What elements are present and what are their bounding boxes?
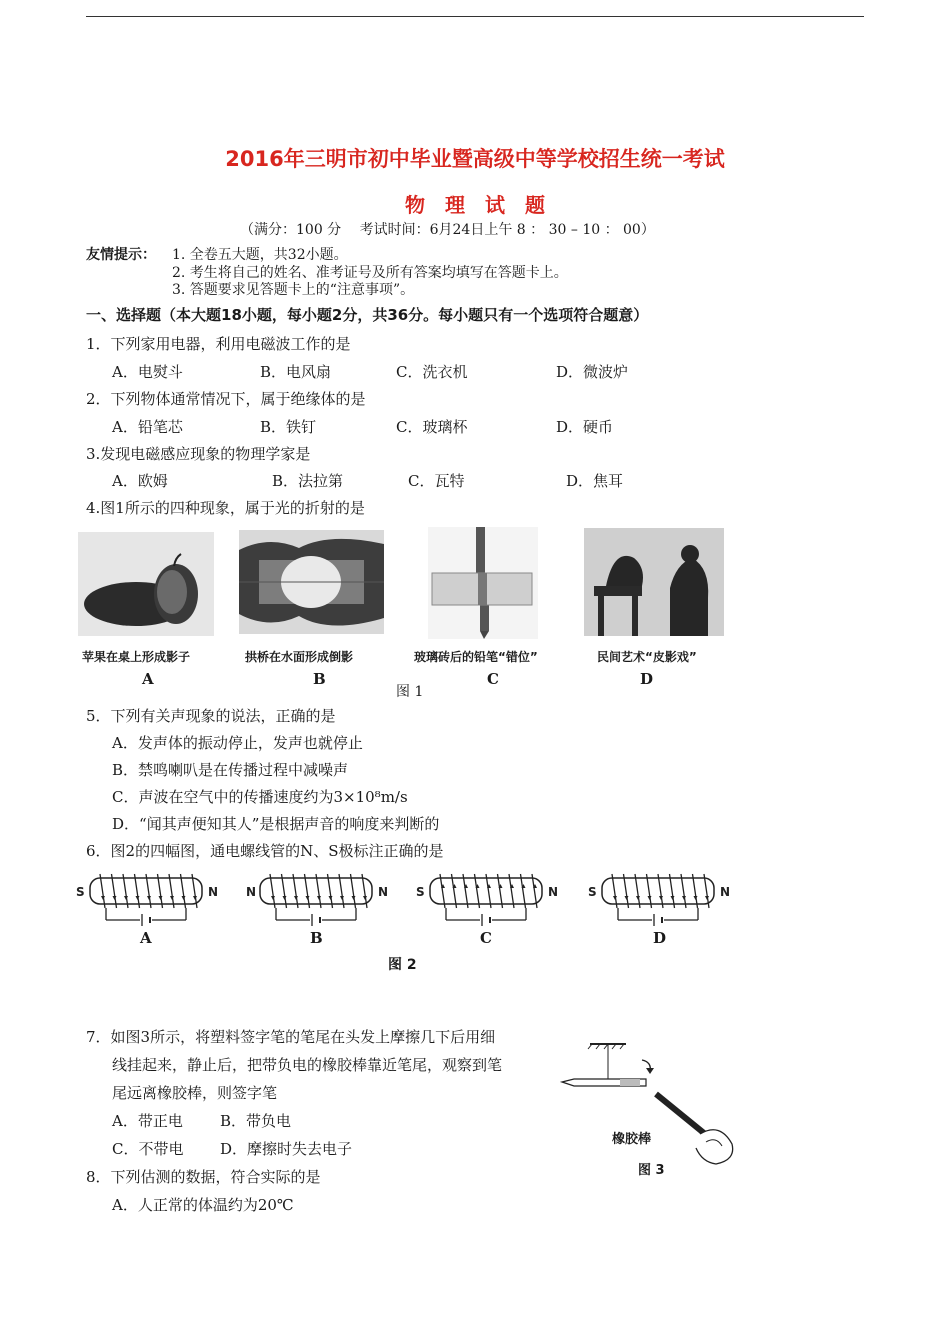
question-stem: 3.发现电磁感应现象的物理学家是	[86, 445, 311, 463]
option: C．洗衣机	[396, 363, 468, 381]
option: A．带正电	[112, 1112, 183, 1130]
figure1-caption: 玻璃砖后的铅笔“错位”	[414, 650, 538, 664]
rod-label: 橡胶棒	[612, 1132, 652, 1147]
option: C．瓦特	[408, 472, 465, 490]
question-stem: 2．下列物体通常情况下，属于绝缘体的是	[86, 390, 366, 408]
option: B．法拉第	[272, 472, 344, 490]
solenoid-figure	[76, 870, 732, 926]
tip-item: 2. 考生将自己的姓名、准考证号及所有答案均填写在答题卡上。	[172, 265, 568, 281]
figure1-letter: C	[487, 670, 499, 688]
figure2-letter: B	[310, 929, 323, 947]
option: A．人正常的体温约为20℃	[112, 1196, 294, 1214]
option: D．焦耳	[566, 472, 624, 490]
option: B．带负电	[220, 1112, 292, 1130]
option: A．发声体的振动停止，发声也就停止	[112, 734, 363, 752]
option: C．声波在空气中的传播速度约为3×10⁸m/s	[112, 788, 408, 806]
option: C．玻璃杯	[396, 418, 468, 436]
figure3-label: 图 3	[638, 1163, 665, 1178]
arch-bridge-photo	[239, 530, 384, 634]
pole-label-right: N	[208, 885, 219, 899]
figure1-letter: D	[640, 670, 654, 688]
figure2-label: 图 2	[388, 957, 417, 973]
solenoid	[246, 874, 388, 926]
top-rule	[86, 16, 864, 17]
pole-label-left: S	[416, 885, 425, 899]
figure1-letter: B	[313, 670, 326, 688]
figure1-letter: A	[142, 670, 154, 688]
shadow-puppet-photo	[584, 528, 724, 636]
tip-item: 1. 全卷五大题，共32小题。	[172, 247, 348, 263]
option: C．不带电	[112, 1140, 184, 1158]
pole-label-left: S	[76, 885, 85, 899]
pole-label-left: S	[588, 885, 597, 899]
question-stem: 7．如图3所示，将塑料签字笔的笔尾在头发上摩擦几下后用细	[86, 1028, 496, 1046]
pole-label-right: N	[720, 885, 731, 899]
solenoid	[76, 874, 218, 926]
option: D．摩擦时失去电子	[220, 1140, 353, 1158]
question-stem: 4.图1所示的四种现象，属于光的折射的是	[86, 499, 365, 517]
figure1-caption: 苹果在桌上形成影子	[82, 650, 191, 664]
apple-shadow-photo	[78, 532, 214, 636]
section-heading: 一、选择题（本大题18小题，每小题2分，共36分。每小题只有一个选项符合题意）	[86, 306, 649, 324]
exam-meta: （满分：100 分 考试时间：6月24日上午 8 ： 30 – 10 ： 00）	[240, 222, 655, 238]
option: B．禁鸣喇叭是在传播过程中减噪声	[112, 761, 349, 779]
tips-label: 友情提示：	[86, 247, 156, 263]
pole-label-right: N	[548, 885, 559, 899]
tip-item: 3. 答题要求见答题卡上的“注意事项”。	[172, 282, 415, 298]
option: A．欧姆	[112, 472, 168, 490]
exam-title: 2016年三明市初中毕业暨高级中等学校招生统一考试	[225, 147, 725, 171]
pencil-glass-photo	[428, 527, 538, 639]
option: D．硬币	[556, 418, 614, 436]
solenoid	[416, 874, 558, 926]
figure2-letter: D	[653, 929, 667, 947]
option: A．铅笔芯	[112, 418, 183, 436]
figure2-letter: A	[140, 929, 152, 947]
option: D．“闻其声便知其人”是根据声音的响度来判断的	[112, 815, 440, 833]
question-stem: 5．下列有关声现象的说法，正确的是	[86, 707, 336, 725]
figure2-letter: C	[480, 929, 492, 947]
question-stem: 6．图2的四幅图，通电螺线管的N、S极标注正确的是	[86, 842, 444, 860]
option: B．电风扇	[260, 363, 332, 381]
option: A．电熨斗	[112, 363, 183, 381]
option: B．铁钉	[260, 418, 317, 436]
figure1-caption: 民间艺术“皮影戏”	[597, 650, 697, 664]
pole-label-left: N	[246, 885, 257, 899]
question-stem: 8．下列估测的数据，符合实际的是	[86, 1168, 321, 1186]
figure1-caption: 拱桥在水面形成倒影	[245, 650, 354, 664]
pole-label-right: N	[378, 885, 389, 899]
question-stem: 1．下列家用电器，利用电磁波工作的是	[86, 335, 351, 353]
option: D．微波炉	[556, 363, 629, 381]
question-stem: 线挂起来，静止后，把带负电的橡胶棒靠近笔尾，观察到笔	[112, 1056, 503, 1074]
subject-title: 物 理 试 题	[405, 193, 545, 217]
pen-rod-figure	[560, 1036, 750, 1176]
figure1-label: 图 1	[396, 684, 424, 700]
solenoid	[588, 874, 730, 926]
question-stem: 尾远离橡胶棒，则签字笔	[112, 1084, 278, 1102]
